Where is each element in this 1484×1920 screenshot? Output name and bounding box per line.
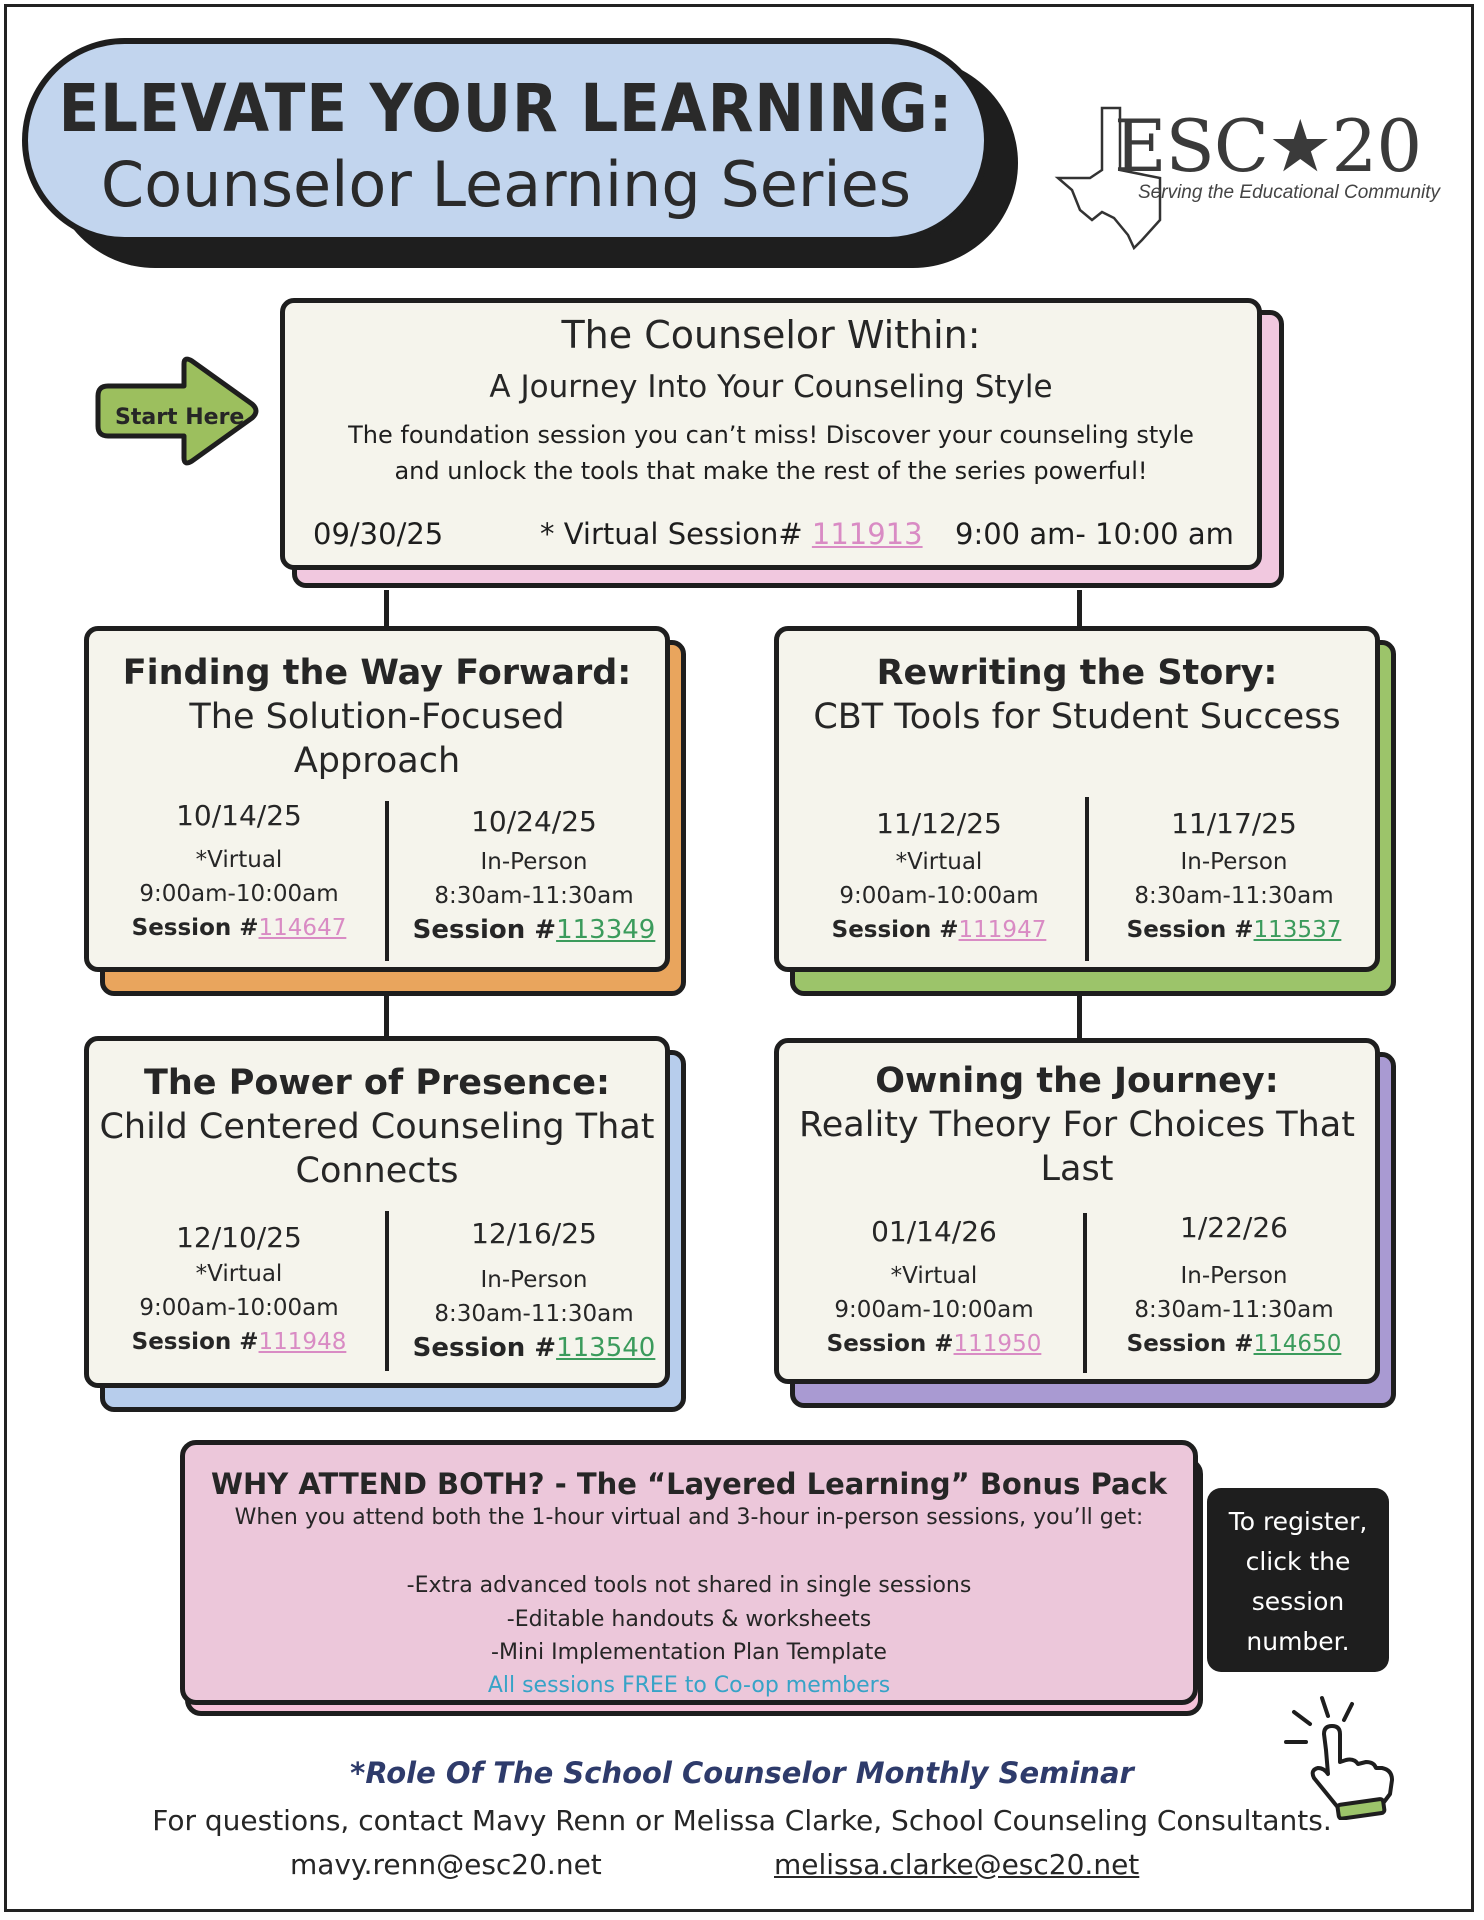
session-number-link[interactable]: 111947 bbox=[958, 917, 1047, 943]
logo-tagline: Serving the Educational Community bbox=[1138, 182, 1441, 203]
register-line: To register, bbox=[1228, 1507, 1368, 1536]
foundation-session-link[interactable]: 111913 bbox=[811, 517, 923, 551]
session-title: The Power of Presence: bbox=[143, 1063, 610, 1103]
session-number-link[interactable]: 111948 bbox=[258, 1329, 347, 1355]
session-date: 10/14/25 bbox=[176, 799, 302, 832]
foundation-date: 09/30/25 bbox=[313, 517, 444, 551]
divider bbox=[385, 1211, 389, 1371]
session-number-link[interactable]: 111950 bbox=[953, 1331, 1042, 1357]
session-number-link[interactable]: 113349 bbox=[556, 915, 656, 945]
header-pill bbox=[22, 38, 990, 243]
session-title: Finding the Way Forward: bbox=[122, 653, 632, 693]
register-line: session bbox=[1251, 1587, 1345, 1616]
connector bbox=[1077, 992, 1082, 1042]
session-title: Rewriting the Story: bbox=[876, 653, 1278, 693]
session-mode: In-Person bbox=[1180, 849, 1288, 875]
session-subtitle: Connects bbox=[295, 1151, 459, 1191]
session-subtitle: CBT Tools for Student Success bbox=[813, 697, 1341, 737]
session-subtitle: Last bbox=[1040, 1149, 1114, 1189]
session-number-link[interactable]: 114647 bbox=[258, 915, 347, 941]
session-label: Session # bbox=[412, 915, 557, 945]
foundation-card bbox=[280, 298, 1262, 570]
session-date: 10/24/25 bbox=[471, 805, 597, 838]
session-date: 01/14/26 bbox=[871, 1215, 997, 1248]
session-card-solution-focused bbox=[84, 626, 670, 972]
session-label: Session # bbox=[1126, 917, 1254, 943]
session-label: Session # bbox=[131, 915, 259, 941]
session-time: 8:30am-11:30am bbox=[434, 883, 634, 909]
session-time: 9:00am-10:00am bbox=[139, 1295, 339, 1321]
session-date: 11/17/25 bbox=[1171, 807, 1297, 840]
session-mode: In-Person bbox=[480, 849, 588, 875]
session-label: Session # bbox=[412, 1333, 557, 1363]
connector bbox=[1077, 590, 1082, 630]
virtual-session bbox=[789, 1215, 1079, 1361]
register-line: number. bbox=[1246, 1627, 1350, 1656]
session-subtitle: The Solution-Focused bbox=[189, 697, 565, 737]
start-here-label: Start Here bbox=[115, 405, 245, 430]
virtual-session bbox=[99, 1221, 379, 1359]
session-date: 12/16/25 bbox=[471, 1217, 597, 1250]
session-time: 9:00am-10:00am bbox=[139, 881, 339, 907]
seminar-note: *Role Of The School Counselor Monthly Seminar bbox=[350, 1756, 1134, 1790]
session-subtitle: Approach bbox=[293, 741, 461, 781]
session-mode: *Virtual bbox=[890, 1263, 978, 1289]
virtual-session bbox=[99, 799, 379, 945]
session-time: 8:30am-11:30am bbox=[434, 1301, 634, 1327]
header-subtitle: Counselor Learning Series bbox=[100, 148, 912, 221]
session-card-reality bbox=[774, 1038, 1380, 1384]
foundation-desc-1: The foundation session you can’t miss! Discover your counseling style bbox=[348, 421, 1194, 449]
inperson-session bbox=[1089, 807, 1379, 947]
session-mode: In-Person bbox=[480, 1267, 588, 1293]
session-title: Owning the Journey: bbox=[875, 1061, 1279, 1101]
pointer-hand-icon bbox=[1280, 1690, 1410, 1820]
foundation-session bbox=[540, 517, 923, 551]
session-number-link[interactable]: 113537 bbox=[1253, 917, 1342, 943]
session-mode: *Virtual bbox=[195, 847, 283, 873]
inperson-session bbox=[394, 805, 674, 947]
session-date: 1/22/26 bbox=[1180, 1211, 1288, 1244]
divider bbox=[1083, 1213, 1087, 1373]
inperson-session bbox=[1089, 1211, 1379, 1361]
foundation-time: 9:00 am- 10:00 am bbox=[955, 517, 1234, 551]
session-time: 8:30am-11:30am bbox=[1134, 1297, 1334, 1323]
divider bbox=[385, 801, 389, 961]
why-item: -Extra advanced tools not shared in single sessions bbox=[406, 1573, 972, 1598]
session-number-link[interactable]: 113540 bbox=[556, 1333, 656, 1363]
logo-name: ESC★20 bbox=[1114, 104, 1422, 188]
email-melissa[interactable]: melissa.clarke@esc20.net bbox=[774, 1848, 1140, 1881]
session-subtitle: Child Centered Counseling That bbox=[99, 1107, 655, 1147]
foundation-desc-2: and unlock the tools that make the rest of the series powerful! bbox=[394, 457, 1148, 485]
inperson-session bbox=[394, 1217, 674, 1365]
session-card-presence bbox=[84, 1036, 670, 1388]
virtual-session bbox=[799, 807, 1079, 947]
session-time: 8:30am-11:30am bbox=[1134, 883, 1334, 909]
session-time: 9:00am-10:00am bbox=[839, 883, 1039, 909]
register-note bbox=[1207, 1488, 1389, 1672]
session-card-cbt bbox=[774, 626, 1380, 972]
session-mode: *Virtual bbox=[895, 849, 983, 875]
contact-text: For questions, contact Mavy Renn or Melissa Clarke, School Counseling Consultants. bbox=[152, 1804, 1332, 1837]
session-label: Session # bbox=[131, 1329, 259, 1355]
why-item: -Mini Implementation Plan Template bbox=[491, 1640, 887, 1665]
session-label: Session # bbox=[826, 1331, 954, 1357]
why-heading: WHY ATTEND BOTH? - The “Layered Learning” Bonus Pack bbox=[210, 1467, 1168, 1501]
esc20-logo bbox=[1050, 100, 1450, 250]
foundation-title: The Counselor Within: bbox=[561, 313, 981, 357]
register-line: click the bbox=[1245, 1547, 1351, 1576]
foundation-session-prefix: * Virtual Session# bbox=[540, 517, 803, 551]
free-note: All sessions FREE to Co-op members bbox=[487, 1673, 891, 1698]
session-mode: In-Person bbox=[1180, 1263, 1288, 1289]
header-title: ELEVATE YOUR LEARNING: bbox=[58, 70, 954, 147]
why-attend-box bbox=[180, 1440, 1198, 1705]
session-label: Session # bbox=[831, 917, 959, 943]
session-number-link[interactable]: 114650 bbox=[1253, 1331, 1342, 1357]
email-mavy[interactable]: mavy.renn@esc20.net bbox=[290, 1848, 602, 1881]
session-time: 9:00am-10:00am bbox=[834, 1297, 1034, 1323]
why-item: -Editable handouts & worksheets bbox=[506, 1607, 872, 1632]
foundation-subtitle: A Journey Into Your Counseling Style bbox=[489, 369, 1053, 405]
session-date: 11/12/25 bbox=[876, 807, 1002, 840]
session-mode: *Virtual bbox=[195, 1261, 283, 1287]
connector bbox=[384, 590, 389, 630]
why-intro: When you attend both the 1-hour virtual and 3-hour in-person sessions, you’ll get: bbox=[234, 1505, 1144, 1530]
session-label: Session # bbox=[1126, 1331, 1254, 1357]
session-subtitle: Reality Theory For Choices That bbox=[799, 1105, 1355, 1145]
session-date: 12/10/25 bbox=[176, 1221, 302, 1254]
